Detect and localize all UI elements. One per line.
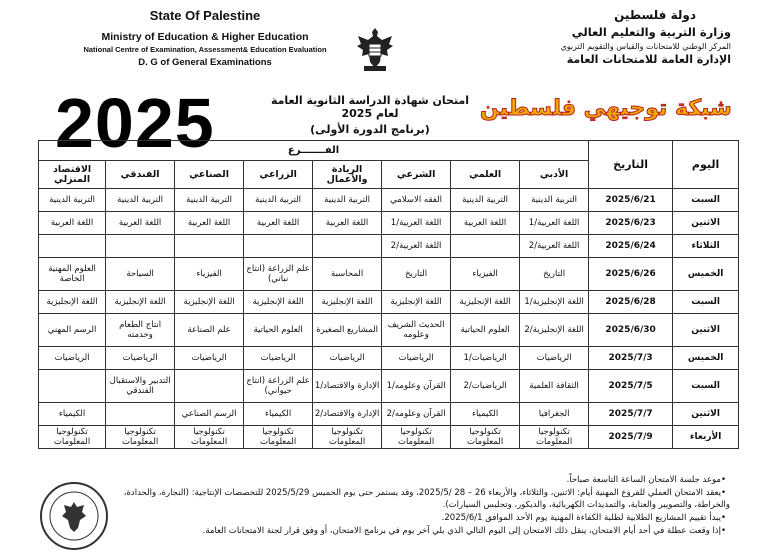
exam-title-line2: (برنامج الدورة الأولى) (310, 123, 430, 136)
schedule-row (39, 212, 739, 235)
subject-cell: العلوم الحياتية (244, 314, 313, 347)
subject-cell: التدبير والاستقبال الفندقي (106, 370, 175, 403)
ministry-name-ar: وزارة التربية والتعليم العالي (571, 25, 731, 39)
subject-cell: اللغة الإنجليزية (451, 291, 520, 314)
subject-cell: اللغة العربية (39, 212, 106, 235)
subject-cell: التربية الدينية (39, 189, 106, 212)
subject-cell: الرياضيات (106, 347, 175, 370)
subject-cell: الثقافة العلمية (520, 370, 589, 403)
subject-cell: اللغة العربية/1 (520, 212, 589, 235)
subject-cell: المشاريع الصغيرة (313, 314, 382, 347)
row-date: 2025/7/3 (589, 347, 673, 370)
row-date: 2025/7/7 (589, 403, 673, 426)
subject-cell: تكنولوجيا المعلومات (520, 426, 589, 449)
year-overlay: 2025 (55, 84, 215, 162)
subject-cell: المحاسبة (313, 258, 382, 291)
directorate-name-ar: الإدارة العامة للامتحانات العامة (566, 53, 731, 66)
header-branch: الفـــــــرع (39, 141, 589, 161)
subject-cell: التاريخ (382, 258, 451, 291)
exam-notes (110, 474, 730, 538)
row-date: 2025/6/30 (589, 314, 673, 347)
subject-cell: الرياضيات (39, 347, 106, 370)
subject-cell: الرياضيات (520, 347, 589, 370)
subject-cell (244, 235, 313, 258)
note-item: •موعد جلسة الامتحان الساعة التاسعة صباحاً. (566, 475, 726, 485)
subject-cell: اللغة العربية (175, 212, 244, 235)
subject-cell: انتاج الطعام وخدمته (106, 314, 175, 347)
row-day: الخميس (673, 347, 739, 370)
row-day: السبت (673, 189, 739, 212)
subject-cell: اللغة العربية (106, 212, 175, 235)
subject-cell: الإدارة والاقتصاد/1 (313, 370, 382, 403)
subject-cell: اللغة الإنجليزية (244, 291, 313, 314)
subject-cell: اللغة الإنجليزية (313, 291, 382, 314)
centre-name-ar: المركز الوطني للامتحانات والقياس والتقويم التربوي (560, 42, 731, 51)
brand-overlay: شبكة توجيهي فلسطين (480, 96, 732, 121)
subject-cell: اللغة العربية/1 (382, 212, 451, 235)
subject-cell: اللغة الإنجليزية (106, 291, 175, 314)
subject-cell: الجغرافيا (520, 403, 589, 426)
row-day: الثلاثاء (673, 235, 739, 258)
row-date: 2025/6/23 (589, 212, 673, 235)
centre-name-en: National Centre of Examination, Assessment& Education Evaluation (83, 45, 327, 54)
subject-cell: الرياضيات (244, 347, 313, 370)
row-day: الخميس (673, 258, 739, 291)
header-column: الاقتصاد المنزلي (39, 161, 106, 189)
subject-cell: اللغة العربية (451, 212, 520, 235)
header-arabic (481, 8, 731, 66)
subject-cell: الرياضيات/1 (451, 347, 520, 370)
subject-cell: اللغة الإنجليزية (175, 291, 244, 314)
subject-cell: اللغة الإنجليزية (382, 291, 451, 314)
row-date: 2025/6/26 (589, 258, 673, 291)
subject-cell: الرياضيات (313, 347, 382, 370)
subject-cell: القرآن وعلومه/2 (382, 403, 451, 426)
subject-cell: الرياضيات (175, 347, 244, 370)
subject-cell: علم الزراعة (انتاج حيواني) (244, 370, 313, 403)
schedule-row (39, 403, 739, 426)
header-column: الزراعي (244, 161, 313, 189)
subject-cell: الكيمياء (451, 403, 520, 426)
schedule-row (39, 189, 739, 212)
palestine-eagle-emblem-icon (352, 22, 398, 74)
official-stamp-icon (38, 480, 110, 552)
subject-cell: اللغة العربية/2 (382, 235, 451, 258)
row-date: 2025/7/9 (589, 426, 673, 449)
subject-cell: تكنولوجيا المعلومات (175, 426, 244, 449)
subject-cell (313, 235, 382, 258)
ministry-name-en: Ministry of Education & Higher Education (101, 31, 309, 43)
row-date: 2025/6/21 (589, 189, 673, 212)
subject-cell (175, 235, 244, 258)
subject-cell: تكنولوجيا المعلومات (382, 426, 451, 449)
subject-cell: الإدارة والاقتصاد/2 (313, 403, 382, 426)
exam-title-line1: امتحان شهادة الدراسة الثانوية العامة لعام 2025 (270, 94, 470, 120)
subject-cell: القرآن وعلومه/1 (382, 370, 451, 403)
subject-cell: التربية الدينية (244, 189, 313, 212)
subject-cell: الفيزياء (175, 258, 244, 291)
schedule-row (39, 235, 739, 258)
header-day: اليوم (673, 141, 739, 189)
header-column: العلمي (451, 161, 520, 189)
subject-cell: التربية الدينية (313, 189, 382, 212)
subject-cell: السياحة (106, 258, 175, 291)
row-day: السبت (673, 370, 739, 403)
subject-cell: الكيمياء (244, 403, 313, 426)
schedule-body (39, 189, 739, 449)
subject-cell: الكيمياء (39, 403, 106, 426)
row-date: 2025/6/24 (589, 235, 673, 258)
header-column: الصناعي (175, 161, 244, 189)
subject-cell: تكنولوجيا المعلومات (244, 426, 313, 449)
subject-cell: اللغة الإنجليزية (39, 291, 106, 314)
subject-cell: اللغة الإنجليزية/1 (520, 291, 589, 314)
row-day: الاثنين (673, 314, 739, 347)
schedule-table-wrapper (38, 140, 738, 449)
subject-cell: تكنولوجيا المعلومات (451, 426, 520, 449)
subject-cell: علم الصناعة (175, 314, 244, 347)
subject-cell: اللغة العربية (313, 212, 382, 235)
row-day: الاثنين (673, 403, 739, 426)
subject-cell: التربية الدينية (451, 189, 520, 212)
subject-cell (39, 235, 106, 258)
subject-cell: تكنولوجيا المعلومات (313, 426, 382, 449)
subject-cell: التربية الدينية (520, 189, 589, 212)
header-column: الأدبي (520, 161, 589, 189)
subject-cell: التربية الدينية (106, 189, 175, 212)
subject-cell: علم الزراعة (انتاج نباتي) (244, 258, 313, 291)
row-day: الاثنين (673, 212, 739, 235)
header-english (40, 8, 370, 68)
subject-cell: التربية الدينية (175, 189, 244, 212)
subject-cell (106, 403, 175, 426)
row-date: 2025/7/5 (589, 370, 673, 403)
state-name-en: State Of Palestine (149, 8, 261, 23)
subject-cell: الرياضيات (382, 347, 451, 370)
header-column: الشرعي (382, 161, 451, 189)
subject-cell (106, 235, 175, 258)
schedule-row (39, 291, 739, 314)
row-day: السبت (673, 291, 739, 314)
note-item: •يبدأ تقييم المشاريع الطلابية لطلبة الكفاءة المهنية يوم الأحد الموافق 2025/6/1. (441, 513, 726, 523)
schedule-row (39, 258, 739, 291)
subject-cell: تكنولوجيا المعلومات (39, 426, 106, 449)
header-column: الفندقي (106, 161, 175, 189)
row-date: 2025/6/28 (589, 291, 673, 314)
note-item: •إذا وقعت عطلة في أحد أيام الامتحان، ينقل ذلك الامتحان إلى اليوم التالي الذي يلي آخر يوم في برنامج الامتحان، أو وفق قرار لجنة الامتحانات العامة. (202, 526, 726, 536)
header-column: الريادة والأعمال (313, 161, 382, 189)
subject-cell: اللغة العربية/2 (520, 235, 589, 258)
subject-cell (175, 370, 244, 403)
subject-cell: الرياضيات/2 (451, 370, 520, 403)
schedule-table (38, 140, 739, 449)
directorate-name-en: D. G of General Examinations (138, 57, 272, 68)
subject-cell: الحديث الشريف وعلومه (382, 314, 451, 347)
subject-cell: العلوم المهنية الخاصة (39, 258, 106, 291)
subject-cell: الرسم الصناعي (175, 403, 244, 426)
note-item: •يعقد الامتحان العملي للفروع المهنية أيام: الاثنين، والثلاثاء، والأربعاء 26 – 28 /2025/5، وقد يستمر حتى يوم الخميس 2025/5/29 للتخصصات الإنتاجية: (النجارة، والحدادة، والخراطة، والتصويبر والعناية، والتمديدات الكهربائية، والديكور، وتجليس السيارات). (123, 488, 730, 510)
schedule-row (39, 426, 739, 449)
subject-cell: العلوم الحياتية (451, 314, 520, 347)
subject-cell: الرسم المهني (39, 314, 106, 347)
subject-cell (39, 370, 106, 403)
schedule-row (39, 370, 739, 403)
schedule-row (39, 314, 739, 347)
subject-cell: اللغة العربية (244, 212, 313, 235)
exam-title (270, 94, 470, 136)
header-date: التاريخ (589, 141, 673, 189)
subject-cell: اللغة الإنجليزية/2 (520, 314, 589, 347)
subject-cell: تكنولوجيا المعلومات (106, 426, 175, 449)
subject-cell (451, 235, 520, 258)
state-name-ar: دولة فلسطين (614, 8, 696, 22)
row-day: الأربعاء (673, 426, 739, 449)
subject-cell: الفقه الاسلامي (382, 189, 451, 212)
subject-cell: الفيزياء (451, 258, 520, 291)
subject-cell: التاريخ (520, 258, 589, 291)
schedule-row (39, 347, 739, 370)
